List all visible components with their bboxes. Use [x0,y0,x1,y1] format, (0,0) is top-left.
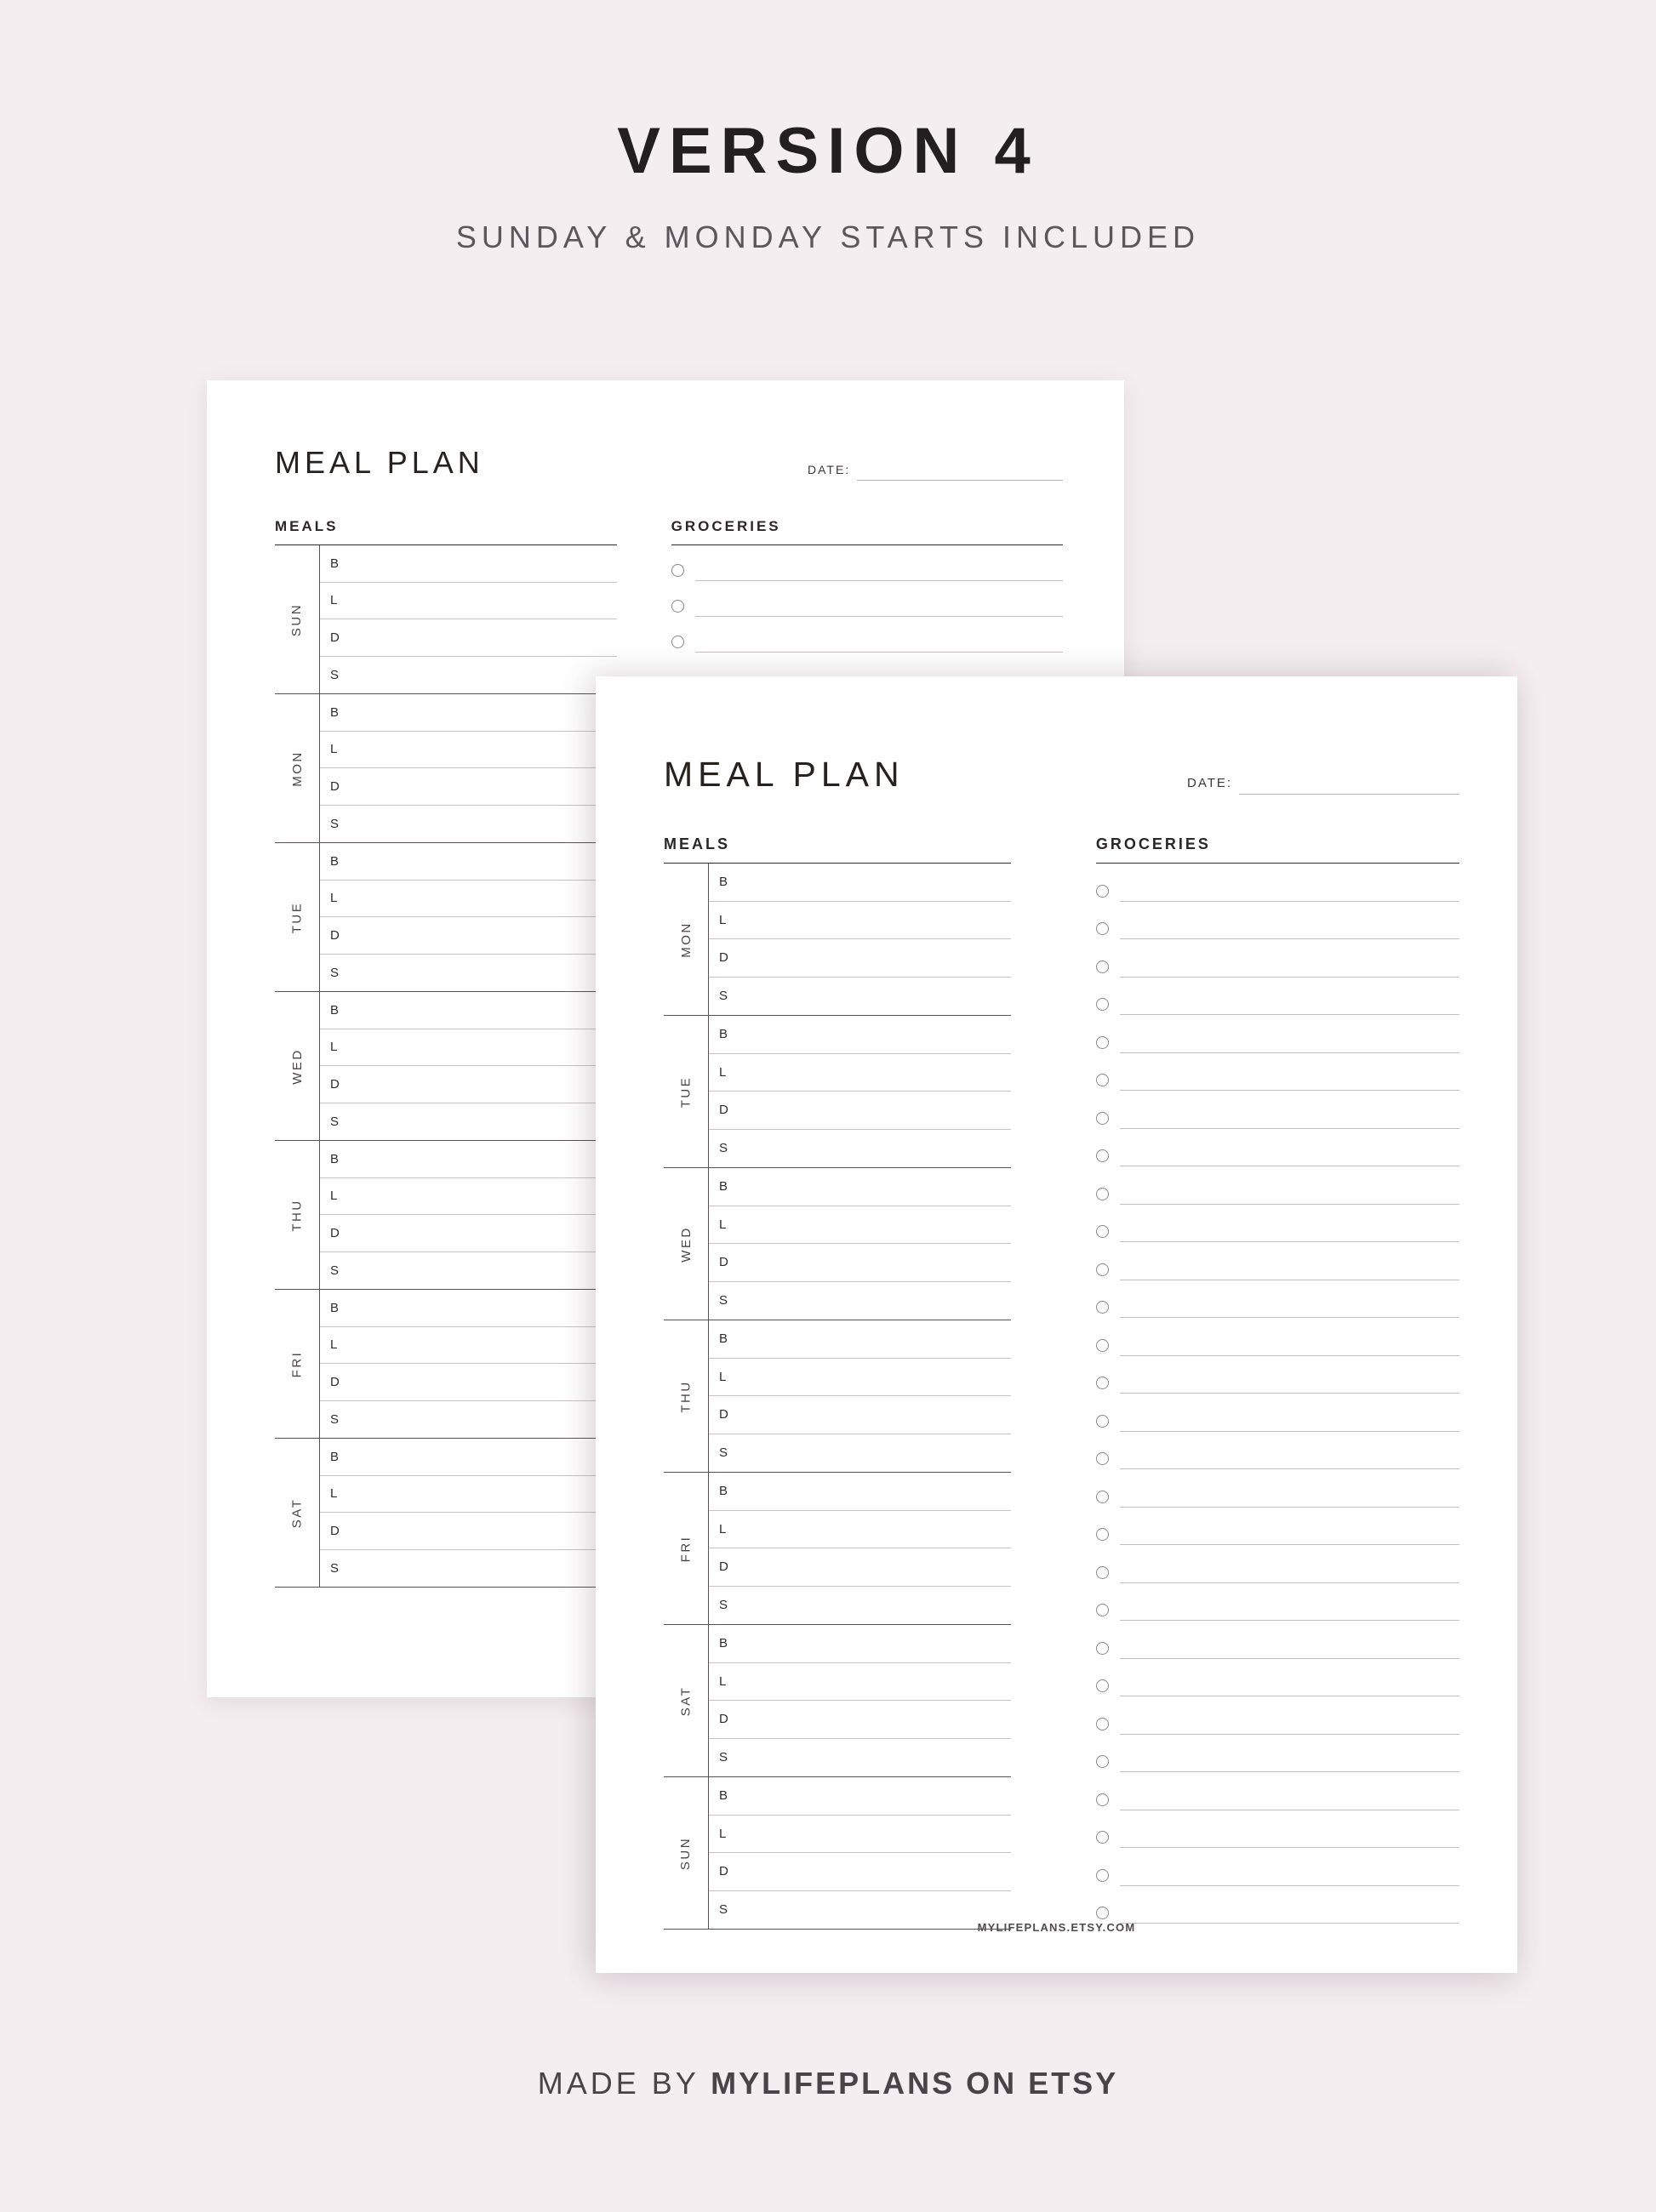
day-block [275,545,617,694]
meal-slot-label: L [719,1217,727,1232]
meal-row[interactable] [320,806,617,843]
meal-row[interactable] [320,1178,617,1216]
grocery-row[interactable] [1096,1886,1459,1924]
meal-row[interactable] [320,955,617,992]
checkbox-circle-icon[interactable] [1096,1112,1109,1125]
meal-slot-label: L [330,1189,338,1204]
day-block [275,992,617,1141]
meal-slot-label: B [719,1331,728,1347]
meal-slot-label: L [330,1040,338,1055]
meal-row[interactable] [709,978,1011,1016]
meal-slot-label: S [719,1293,728,1308]
meal-slot-label: D [719,1712,729,1727]
checkbox-circle-icon[interactable] [1096,1036,1109,1049]
meal-row[interactable] [320,732,617,769]
meal-row[interactable] [320,1252,617,1290]
meal-row[interactable] [709,1244,1011,1282]
grocery-row[interactable] [1096,978,1459,1016]
meal-row[interactable] [320,583,617,620]
footer-brand: MYLIFEPLANS ON ETSY [711,2066,1119,2101]
grocery-write-line[interactable] [1120,1392,1459,1394]
meal-row[interactable] [709,1663,1011,1702]
day-label-text: SUN [289,602,305,636]
day-label-tue [664,1016,709,1167]
groceries-column-header: GROCERIES [671,518,1063,545]
meal-row[interactable] [709,939,1011,978]
day-label-text: THU [678,1379,694,1413]
meal-slot-label: S [330,1114,340,1129]
meal-slot-label: L [719,912,727,927]
meal-row[interactable] [320,881,617,918]
meal-row[interactable] [709,1206,1011,1245]
grocery-write-line[interactable] [1120,900,1459,902]
meal-slot-label: B [719,875,728,890]
meal-slot-label: S [719,1902,728,1918]
checkbox-circle-icon[interactable] [1096,1225,1109,1238]
meal-row[interactable] [320,1066,617,1103]
grocery-row[interactable] [1096,1772,1459,1810]
meal-row[interactable] [709,1320,1011,1359]
day-block [275,1141,617,1290]
day-label-wed [664,1168,709,1320]
meal-row[interactable] [320,768,617,806]
grocery-write-line[interactable] [1120,1430,1459,1432]
meal-row[interactable] [709,1434,1011,1473]
checkbox-circle-icon[interactable] [1096,998,1109,1011]
checkbox-circle-icon[interactable] [1096,1907,1109,1919]
grocery-write-line[interactable] [1120,1013,1459,1015]
page-header [0,0,1656,255]
day-label-thu [275,1141,320,1289]
day-label-fri [664,1473,709,1624]
grocery-write-line[interactable] [1120,1165,1459,1166]
checkbox-circle-icon[interactable] [1096,1793,1109,1806]
meal-row[interactable] [320,917,617,955]
grocery-row[interactable] [1096,1735,1459,1773]
checkbox-circle-icon[interactable] [1096,1528,1109,1541]
grocery-row[interactable] [1096,1280,1459,1319]
day-label-text: THU [289,1198,305,1232]
page-footer [0,2066,1656,2101]
grocery-write-line[interactable] [1120,1089,1459,1091]
meal-rows [709,1473,1011,1624]
grocery-row[interactable] [1096,1508,1459,1546]
grocery-write-line[interactable] [1120,938,1459,939]
grocery-write-line[interactable] [1120,1240,1459,1242]
day-block [664,1320,1011,1473]
grocery-write-line[interactable] [1120,1316,1459,1318]
meal-rows [320,545,617,693]
meal-row[interactable] [709,1282,1011,1320]
checkbox-circle-icon[interactable] [1096,1718,1109,1730]
sheet-header [664,755,1459,795]
day-block [275,694,617,843]
date-label: DATE: [1187,776,1233,790]
checkbox-circle-icon[interactable] [1096,1188,1109,1200]
meal-row[interactable] [320,1476,617,1514]
sheet-header [275,445,1063,481]
meal-slot-label: L [330,1337,338,1353]
day-label-mon [275,694,320,842]
date-write-line[interactable] [857,461,1063,481]
meal-row[interactable] [320,1215,617,1252]
day-label-text: MON [289,750,305,787]
meal-row[interactable] [709,1511,1011,1549]
sheet-title: MEAL PLAN [275,445,484,480]
grocery-row[interactable] [1096,1205,1459,1243]
grocery-write-line[interactable] [1120,1884,1459,1886]
day-label-wed [275,992,320,1140]
grocery-write-line[interactable] [1120,1809,1459,1810]
sheet-title: MEAL PLAN [664,755,905,794]
meal-slot-label: S [330,1263,340,1278]
meal-slot-label: D [330,1523,340,1538]
meal-row[interactable] [320,843,617,881]
grocery-row[interactable] [1096,864,1459,902]
meals-grid [275,545,617,1588]
meal-slot-label: D [330,927,340,943]
meal-slot-label: B [330,1300,340,1315]
day-block [664,1473,1011,1625]
checkbox-circle-icon[interactable] [1096,1149,1109,1162]
meal-slot-label: D [330,1374,340,1389]
grocery-write-line[interactable] [1120,976,1459,978]
meal-slot-label: L [719,1673,727,1689]
day-block [275,1439,617,1588]
meal-slot-label: S [719,1750,728,1765]
meal-slot-label: S [330,816,340,831]
day-block [275,843,617,992]
meal-slot-label: S [330,1560,340,1576]
meal-slot-label: B [330,556,340,571]
grocery-write-line[interactable] [1120,1770,1459,1772]
meal-row[interactable] [320,657,617,694]
grocery-row[interactable] [671,545,1063,581]
meal-slot-label: D [719,1103,729,1118]
checkbox-circle-icon[interactable] [1096,1642,1109,1655]
checkbox-circle-icon[interactable] [1096,1491,1109,1503]
grocery-row[interactable] [1096,1432,1459,1470]
checkbox-circle-icon[interactable] [1096,922,1109,935]
groceries-column-header: GROCERIES [1096,835,1459,864]
checkbox-circle-icon[interactable] [1096,1339,1109,1352]
day-label-text: FRI [289,1350,305,1377]
meal-slot-label: B [719,1179,728,1194]
checkbox-circle-icon[interactable] [1096,1566,1109,1579]
meal-row[interactable] [320,1141,617,1178]
grocery-row[interactable] [1096,1469,1459,1508]
day-label-text: WED [289,1047,305,1085]
meal-slot-label: B [330,704,340,720]
groceries-column [1096,835,1459,1930]
meal-slot-label: B [330,853,340,869]
meals-column [664,835,1011,1930]
grocery-row[interactable] [1096,1545,1459,1583]
grocery-row[interactable] [1096,1696,1459,1735]
meal-slot-label: B [330,1449,340,1464]
grocery-row[interactable] [1096,1621,1459,1659]
checkbox-circle-icon[interactable] [1096,1755,1109,1768]
day-label-text: WED [678,1225,694,1263]
meal-row[interactable] [320,1290,617,1327]
meal-slot-label: L [330,593,338,608]
day-block [275,1290,617,1439]
meal-row[interactable] [709,1054,1011,1092]
meal-slot-label: L [330,891,338,906]
meal-slot-label: L [330,1486,338,1502]
grocery-row[interactable] [671,617,1063,653]
checkbox-circle-icon[interactable] [1096,1869,1109,1882]
meal-row[interactable] [709,1016,1011,1054]
checkbox-circle-icon[interactable] [1096,1831,1109,1844]
grocery-row[interactable] [1096,1810,1459,1849]
grocery-row[interactable] [1096,1166,1459,1205]
date-field[interactable] [1187,775,1459,795]
grocery-write-line[interactable] [1120,1543,1459,1545]
day-label-text: TUE [289,901,305,933]
meal-slot-label: D [330,1076,340,1092]
grocery-write-line[interactable] [1120,1657,1459,1659]
grocery-row[interactable] [1096,1318,1459,1356]
grocery-write-line[interactable] [1120,1127,1459,1129]
grocery-row[interactable] [1096,1053,1459,1092]
printable-sheet-monday-start[interactable] [596,676,1517,1973]
checkbox-circle-icon[interactable] [1096,961,1109,973]
grocery-row[interactable] [1096,1583,1459,1622]
day-label-text: SUN [678,1836,694,1870]
day-label-text: SAT [678,1685,694,1716]
meals-column-header: MEALS [664,835,1011,864]
meal-slot-label: B [330,1002,340,1018]
meal-row[interactable] [320,1103,617,1141]
grocery-write-line[interactable] [695,615,1063,617]
grocery-row[interactable] [1096,1242,1459,1280]
meal-slot-label: B [719,1484,728,1499]
meal-row[interactable] [320,694,617,732]
grocery-write-line[interactable] [1120,1846,1459,1848]
meal-row[interactable] [709,1853,1011,1891]
grocery-row[interactable] [1096,1129,1459,1167]
meal-row[interactable] [709,1701,1011,1739]
meal-slot-label: D [330,630,340,645]
meal-slot-label: S [719,1445,728,1461]
grocery-write-line[interactable] [1120,1279,1459,1280]
meal-row[interactable] [709,1130,1011,1168]
day-block [664,1777,1011,1930]
grocery-row[interactable] [1096,1848,1459,1886]
meal-slot-label: L [719,1521,727,1536]
meal-slot-label: D [719,1559,729,1575]
meal-slot-label: S [330,965,340,980]
meal-slot-label: B [330,1151,340,1166]
checkbox-circle-icon[interactable] [1096,1377,1109,1389]
grocery-row[interactable] [1096,1015,1459,1053]
date-label: DATE: [808,463,851,476]
meal-slot-label: L [719,1064,727,1080]
meal-row[interactable] [709,1625,1011,1663]
grocery-row[interactable] [1096,1091,1459,1129]
grocery-row[interactable] [1096,1356,1459,1394]
meal-row[interactable] [320,545,617,583]
day-label-sat [664,1625,709,1776]
checkbox-circle-icon[interactable] [1096,885,1109,898]
groceries-list [1096,864,1459,1924]
day-label-sat [275,1439,320,1587]
meal-rows [709,1777,1011,1929]
checkbox-circle-icon[interactable] [1096,1679,1109,1692]
meal-row[interactable] [320,1401,617,1439]
meal-row[interactable] [320,1550,617,1588]
day-label-text: SAT [289,1497,305,1528]
meal-slot-label: L [719,1826,727,1841]
meal-row[interactable] [709,1777,1011,1816]
grocery-write-line[interactable] [1120,1619,1459,1621]
meal-slot-label: D [719,1407,729,1422]
day-label-text: TUE [678,1075,694,1108]
meal-row[interactable] [709,1587,1011,1625]
meal-row[interactable] [709,1473,1011,1511]
meal-slot-label: B [719,1788,728,1804]
grocery-row[interactable] [1096,939,1459,978]
meal-row[interactable] [320,1513,617,1550]
day-label-tue [275,843,320,991]
meal-slot-label: S [719,1598,728,1613]
grocery-row[interactable] [1096,902,1459,940]
meal-row[interactable] [320,1327,617,1365]
page-subtitle: SUNDAY & MONDAY STARTS INCLUDED [455,219,1201,254]
meal-slot-label: S [330,667,340,682]
page-title: VERSION 4 [617,115,1039,187]
meal-rows [320,843,617,991]
grocery-write-line[interactable] [1120,1506,1459,1508]
grocery-write-line[interactable] [1120,1695,1459,1696]
sheet-columns [664,835,1459,1930]
meal-slot-label: B [719,1636,728,1651]
grocery-write-line[interactable] [1120,1203,1459,1205]
grocery-write-line[interactable] [695,651,1063,653]
meal-row[interactable] [709,902,1011,940]
date-write-line[interactable] [1239,775,1459,795]
meal-slot-label: D [719,1864,729,1879]
meal-rows [709,864,1011,1015]
checkbox-circle-icon[interactable] [1096,1415,1109,1428]
meal-row[interactable] [320,1029,617,1067]
grocery-write-line[interactable] [1120,1582,1459,1583]
meal-rows [709,1168,1011,1320]
meal-rows [320,1439,617,1587]
day-label-sun [275,545,320,693]
grocery-write-line[interactable] [1120,1468,1459,1469]
meal-row[interactable] [709,1739,1011,1777]
meal-rows [709,1320,1011,1472]
sheet-footer-note: MYLIFEPLANS.ETSY.COM [977,1921,1136,1934]
meal-row[interactable] [709,1168,1011,1206]
meal-rows [320,694,617,842]
meal-slot-label: D [719,1255,729,1270]
grocery-row[interactable] [1096,1394,1459,1432]
groceries-list [671,545,1063,653]
meal-row[interactable] [320,1364,617,1401]
meal-slot-label: D [330,1225,340,1240]
meal-row[interactable] [320,992,617,1029]
meals-grid [664,864,1011,1930]
meal-slot-label: S [719,989,728,1004]
day-label-text: FRI [678,1535,694,1562]
meal-row[interactable] [709,1548,1011,1587]
meal-row[interactable] [320,1439,617,1476]
footer-prefix: MADE BY [537,2066,711,2101]
meal-rows [709,1625,1011,1776]
meal-row[interactable] [320,619,617,657]
meal-rows [320,1141,617,1289]
checkbox-circle-icon[interactable] [1096,1074,1109,1086]
checkbox-circle-icon[interactable] [1096,1604,1109,1616]
meal-slot-label: L [330,742,338,757]
meal-row[interactable] [709,1396,1011,1434]
day-label-mon [664,864,709,1015]
grocery-row[interactable] [671,581,1063,617]
day-label-sun [664,1777,709,1929]
meal-slot-label: B [719,1027,728,1042]
meal-slot-label: D [330,778,340,794]
grocery-write-line[interactable] [1120,1052,1459,1053]
meal-rows [709,1016,1011,1167]
date-field[interactable] [808,461,1063,481]
checkbox-circle-icon[interactable] [671,600,684,613]
meals-column-header: MEALS [275,518,617,545]
day-block [664,1016,1011,1168]
grocery-write-line[interactable] [695,579,1063,581]
meal-slot-label: L [719,1369,727,1384]
grocery-row[interactable] [1096,1659,1459,1697]
day-label-text: MON [678,921,694,958]
checkbox-circle-icon[interactable] [1096,1301,1109,1314]
meal-row[interactable] [709,1816,1011,1854]
meal-slot-label: S [719,1141,728,1156]
meal-row[interactable] [709,1092,1011,1130]
day-block [664,1625,1011,1777]
checkbox-circle-icon[interactable] [1096,1263,1109,1276]
grocery-write-line[interactable] [1120,1733,1459,1735]
meal-slot-label: D [719,950,729,966]
checkbox-circle-icon[interactable] [1096,1452,1109,1465]
checkbox-circle-icon[interactable] [671,636,684,648]
meal-rows [320,1290,617,1438]
day-label-fri [275,1290,320,1438]
meals-column [275,518,617,1588]
day-block [664,864,1011,1016]
meal-row[interactable] [709,1359,1011,1397]
meal-slot-label: S [330,1411,340,1427]
meal-rows [320,992,617,1140]
day-block [664,1168,1011,1320]
day-label-thu [664,1320,709,1472]
checkbox-circle-icon[interactable] [671,564,684,577]
grocery-write-line[interactable] [1120,1354,1459,1356]
meal-row[interactable] [709,864,1011,902]
